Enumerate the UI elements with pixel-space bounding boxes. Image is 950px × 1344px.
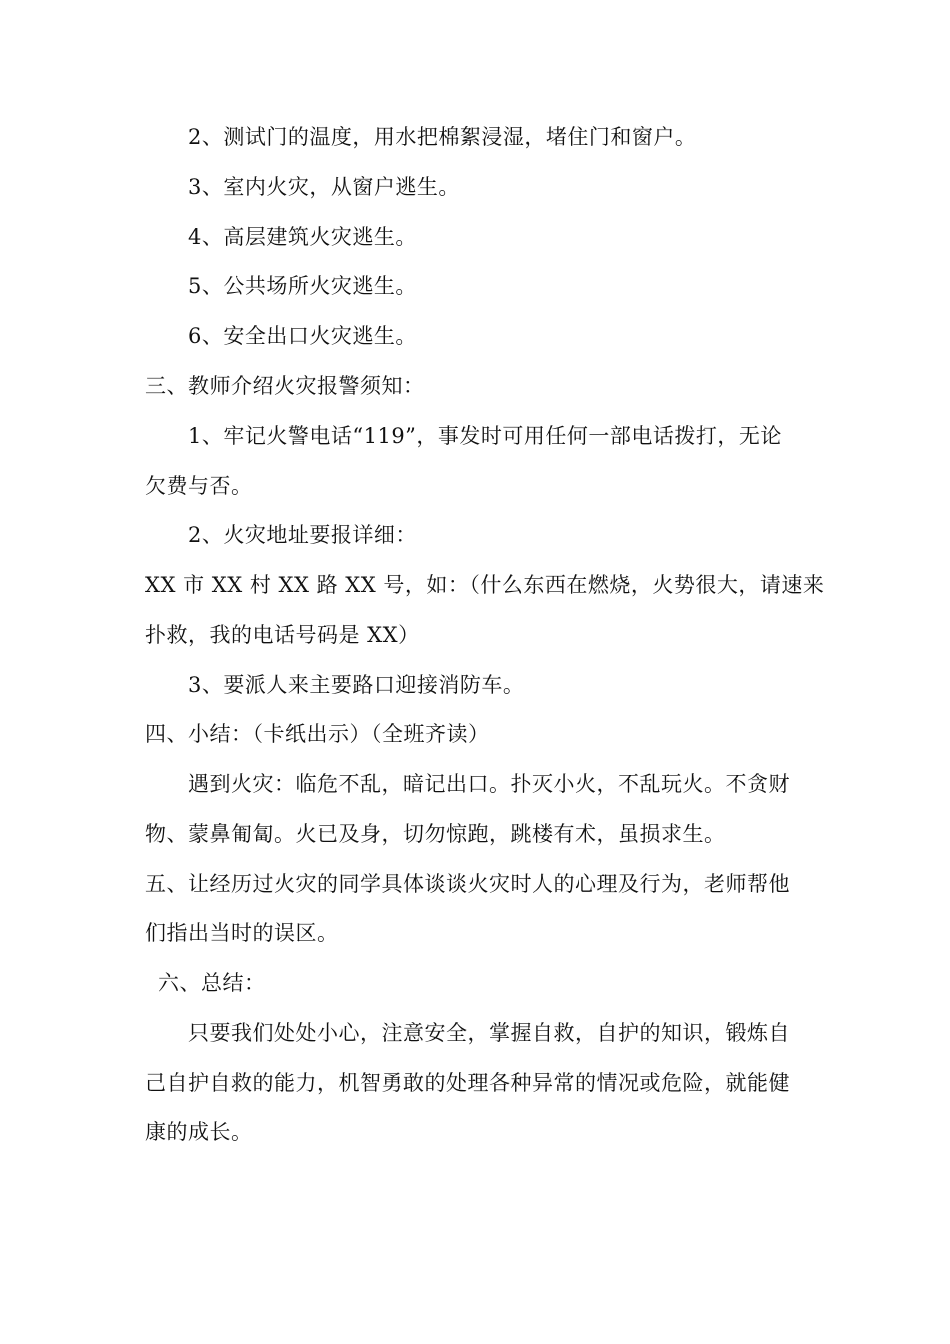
text-line: 6、安全出口火灾逃生。 <box>188 324 417 348</box>
text-line: 3、要派人来主要路口迎接消防车。 <box>188 673 525 697</box>
text-line: 们指出当时的误区。 <box>145 921 339 945</box>
text-line: 康的成长。 <box>145 1120 253 1144</box>
text-line: 5、公共场所火灾逃生。 <box>188 274 417 298</box>
section-heading: 六、总结： <box>158 971 266 995</box>
text-line: 2、火灾地址要报详细： <box>188 523 417 547</box>
text-line: 扑救，我的电话号码是 XX） <box>145 623 420 647</box>
section-heading: 三、教师介绍火灾报警须知： <box>145 374 425 398</box>
section-heading: 五、让经历过火灾的同学具体谈谈火灾时人的心理及行为，老师帮他 <box>145 872 790 896</box>
text-line: 4、高层建筑火灾逃生。 <box>188 225 417 249</box>
text-line: 己自护自救的能力，机智勇敢的处理各种异常的情况或危险，就能健 <box>145 1071 790 1095</box>
text-line: 遇到火灾：临危不乱，暗记出口。扑灭小火，不乱玩火。不贪财 <box>188 772 790 796</box>
text-line: 欠费与否。 <box>145 474 253 498</box>
text-line: XX 市 XX 村 XX 路 XX 号，如：（什么东西在燃烧，火势很大，请速来 <box>145 573 825 597</box>
text-line: 1、牢记火警电话“119”，事发时可用任何一部电话拨打，无论 <box>188 424 782 448</box>
section-heading: 四、小结：（卡纸出示）（全班齐读） <box>145 722 490 746</box>
text-line: 3、室内火灾，从窗户逃生。 <box>188 175 460 199</box>
text-line: 物、蒙鼻匍匐。火已及身，切勿惊跑，跳楼有术，虽损求生。 <box>145 822 726 846</box>
text-line: 2、测试门的温度，用水把棉絮浸湿，堵住门和窗户。 <box>188 125 697 149</box>
text-line: 只要我们处处小心，注意安全，掌握自救，自护的知识，锻炼自 <box>188 1021 790 1045</box>
